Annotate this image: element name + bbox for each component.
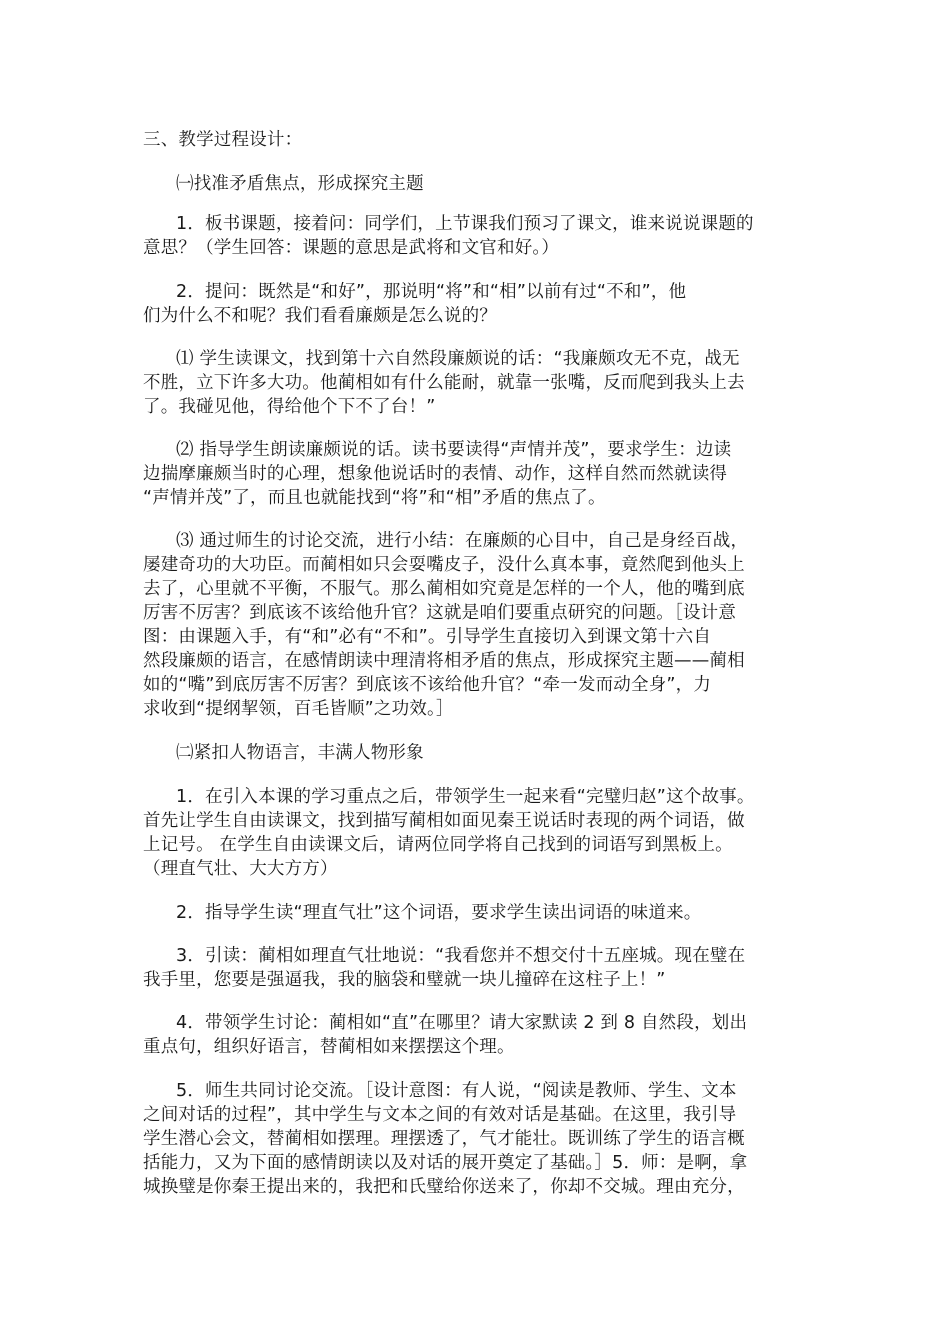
text-line: 1．板书课题，接着问：同学们，上节课我们预习了课文，谁来说说课题的 (176, 214, 754, 234)
text-line: 意思？（学生回答：课题的意思是武将和文官和好。） (143, 238, 560, 258)
text-line: 了。我碰见他，得给他个下不了台！” (143, 397, 436, 417)
text-line: 图：由课题入手，有“和”必有“不和”。引导学生直接切入到课文第十六自 (143, 627, 712, 647)
text-line: 去了，心里就不平衡，不服气。那么蔺相如究竟是怎样的一个人，他的嘴到底 (143, 579, 745, 599)
text-line: ⑴ 学生读课文，找到第十六自然段廉颇说的话：“我廉颇攻无不克，战无 (176, 349, 740, 369)
text-line: 厉害不厉害？到底该不该给他升官？这就是咱们要重点研究的问题。［设计意 (143, 603, 737, 623)
text-line: 之间对话的过程”，其中学生与文本之间的有效对话是基础。在这里，我引导 (143, 1105, 737, 1125)
text-line: ⑶ 通过师生的讨论交流，进行小结：在廉颇的心目中，自己是身经百战， (176, 531, 749, 551)
text-line: ⑵ 指导学生朗读廉颇说的话。读书要读得“声情并茂”，要求学生：边读 (176, 440, 732, 460)
text-line: 1．在引入本课的学习重点之后，带领学生一起来看“完璧归赵”这个故事。 (176, 787, 755, 807)
text-line: 5．师生共同讨论交流。［设计意图：有人说，“阅读是教师、学生、文本 (176, 1081, 737, 1101)
text-line: 边揣摩廉颇当时的心理，想象他说话时的表情、动作，这样自然而然就读得 (143, 464, 728, 484)
text-line: 首先让学生自由读课文，找到描写蔺相如面见秦王说话时表现的两个词语，做 (143, 811, 745, 831)
text-line: 3．引读：蔺相如理直气壮地说：“我看您并不想交付十五座城。现在璧在 (176, 946, 746, 966)
text-line: 屡建奇功的大功臣。而蔺相如只会耍嘴皮子，没什么真本事，竟然爬到他头上 (143, 555, 745, 575)
text-line: 我手里，您要是强逼我，我的脑袋和璧就一块儿撞碎在这柱子上！” (143, 970, 666, 990)
subsection-heading: ㈡紧扣人物语言，丰满人物形象 (176, 743, 424, 763)
text-line: 上记号。 在学生自由读课文后，请两位同学将自己找到的词语写到黑板上。 (143, 835, 733, 855)
text-line: （理直气壮、大大方方） (143, 859, 338, 879)
text-line: 求收到“提纲挈领，百毛皆顺”之功效。］ (143, 699, 454, 719)
text-line: 们为什么不和呢？我们看看廉颇是怎么说的？ (143, 306, 497, 326)
subsection-heading: ㈠找准矛盾焦点，形成探究主题 (176, 174, 424, 194)
text-line: 2．指导学生读“理直气壮”这个词语，要求学生读出词语的味道来。 (176, 903, 702, 923)
text-line: 括能力，又为下面的感情朗读以及对话的展开奠定了基础。］5．师：是啊，拿 (143, 1153, 748, 1173)
text-line: 4．带领学生讨论：蔺相如“直”在哪里？请大家默读 2 到 8 自然段，划出 (176, 1013, 748, 1033)
section-title: 三、教学过程设计： (143, 130, 303, 150)
text-line: 学生潜心会文，替蔺相如摆理。理摆透了，气才能壮。既训练了学生的语言概 (143, 1129, 745, 1149)
text-line: 2．提问：既然是“和好”，那说明“将”和“相”以前有过“不和”，他 (176, 282, 687, 302)
text-line: 重点句，组织好语言，替蔺相如来摆摆这个理。 (143, 1037, 515, 1057)
text-line: 城换璧是你秦王提出来的，我把和氏璧给你送来了，你却不交城。理由充分， (143, 1177, 745, 1197)
text-line: 如的“嘴”到底厉害不厉害？到底该不该给他升官？“牵一发而动全身”，力 (143, 675, 712, 695)
text-line: 不胜，立下许多大功。他蔺相如有什么能耐，就靠一张嘴，反而爬到我头上去 (143, 373, 745, 393)
text-line: 然段廉颇的语言，在感情朗读中理清将相矛盾的焦点，形成探究主题——蔺相 (143, 651, 745, 671)
text-line: “声情并茂”了，而且也就能找到“将”和“相”矛盾的焦点了。 (143, 488, 606, 508)
